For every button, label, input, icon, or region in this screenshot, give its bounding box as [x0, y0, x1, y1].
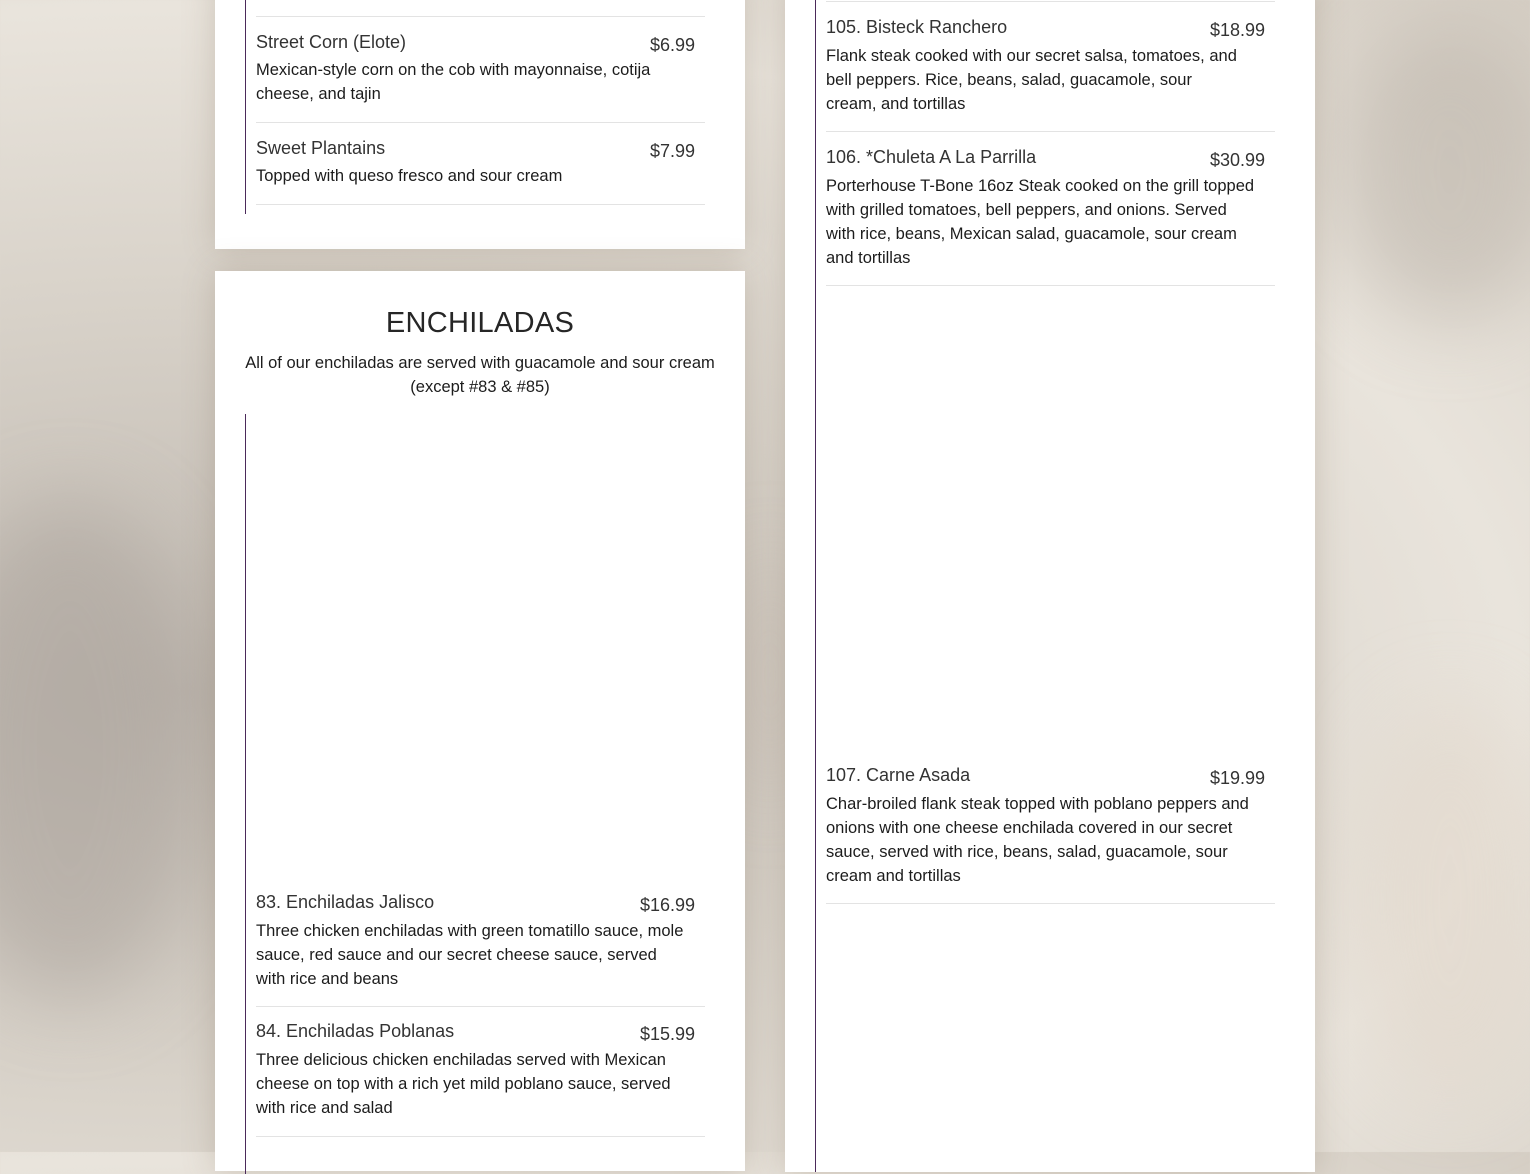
section-title: ENCHILADAS: [385, 307, 575, 339]
section-accent-line: [245, 0, 246, 214]
menu-item: [256, 16, 705, 123]
menu-item-price: $18.99: [1209, 20, 1265, 40]
menu-item-price: $19.99: [1209, 768, 1265, 788]
menu-item-name: Street Corn (Elote): [256, 32, 407, 52]
menu-item-price: $7.99: [649, 141, 695, 161]
menu-item-name: 83. Enchiladas Jalisco: [256, 892, 435, 912]
menu-item: [256, 891, 705, 1007]
menu-item-description: Three chicken enchiladas with green tomatillo sauce, mole sauce, red sauce and our secret cheese sauce, served with rice and beans: [256, 922, 684, 988]
menu-item-description: Porterhouse T-Bone 16oz Steak cooked on the grill topped with grilled tomatoes, bell peppers, and onions. Served with rice, beans, Mexican salad, guacamole, sour cream and tortillas: [826, 177, 1255, 267]
menu-card-steaks: [785, 0, 1315, 1172]
menu-item-name: 106. *Chuleta A La Parrilla: [826, 147, 1037, 167]
menu-item: [256, 122, 705, 205]
menu-item-description: Topped with queso fresco and sour cream: [256, 167, 563, 185]
menu-item-name: Sweet Plantains: [256, 138, 386, 158]
menu-item: [826, 1, 1275, 132]
section-accent-line: [245, 414, 246, 1174]
menu-item-description: Char-broiled flank steak topped with poblano peppers and onions with one cheese enchilada covered in our secret sauce, served with rice, beans, salad, guacamole, sour cream and tortillas: [826, 795, 1249, 885]
menu-item-price: $16.99: [639, 895, 695, 915]
background-blur: [1350, 700, 1530, 1100]
menu-item-name: 107. Carne Asada: [826, 765, 971, 785]
background-blur: [0, 500, 200, 1000]
menu-item-price: $30.99: [1209, 150, 1265, 170]
section-subtitle: All of our enchiladas are served with guacamole and sour cream (except #83 & #85): [245, 354, 715, 396]
menu-item: [826, 131, 1275, 286]
menu-item-name: 84. Enchiladas Poblanas: [256, 1021, 455, 1041]
menu-item-divider-top: [256, 0, 705, 17]
menu-item-name: 105. Bisteck Ranchero: [826, 17, 1008, 37]
menu-item: [826, 764, 1275, 904]
menu-card-enchiladas: [215, 271, 745, 1171]
section-accent-line: [815, 0, 816, 1172]
menu-item-description: Three delicious chicken enchiladas served with Mexican cheese on top with a rich yet mild poblano sauce, served with rice and salad: [256, 1051, 671, 1117]
menu-item-price: $15.99: [639, 1024, 695, 1044]
menu-item: [256, 1006, 705, 1137]
menu-item-description: Flank steak cooked with our secret salsa, tomatoes, and bell peppers. Rice, beans, salad, guacamole, sour cream, and tortillas: [826, 47, 1237, 113]
menu-card-sides: [215, 0, 745, 249]
background-blur: [1340, 20, 1530, 320]
menu-item-description: Mexican-style corn on the cob with mayonnaise, cotija cheese, and tajin: [256, 61, 651, 103]
menu-item-price: $6.99: [649, 35, 695, 55]
